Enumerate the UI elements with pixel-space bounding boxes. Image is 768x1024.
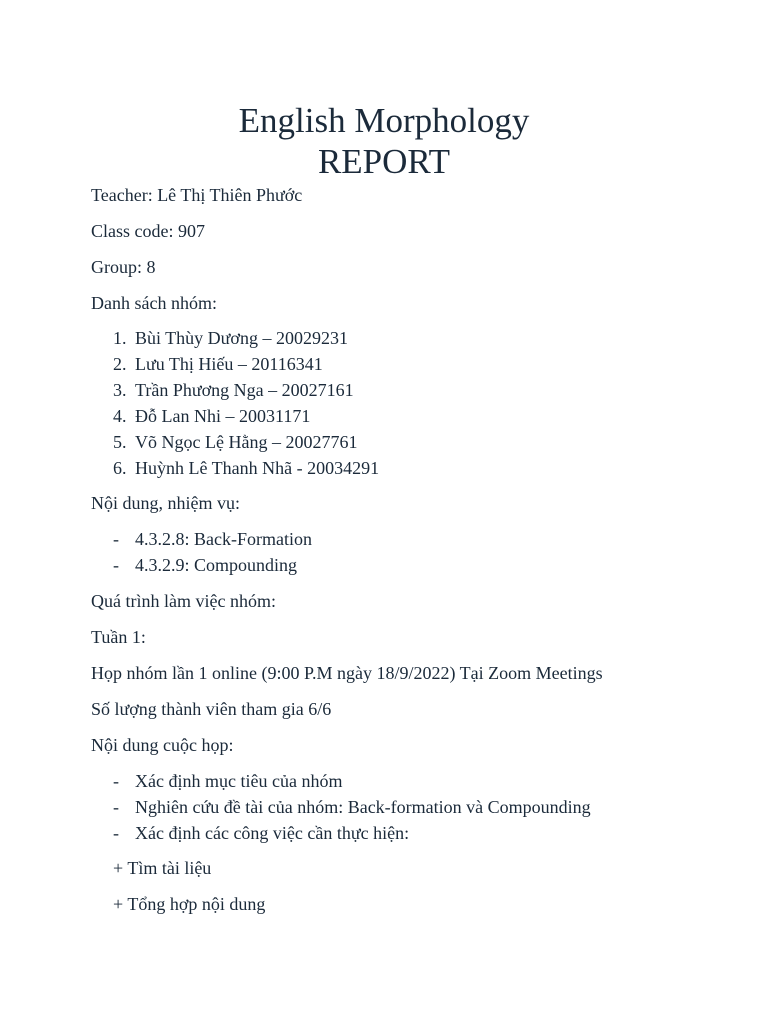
member-name: Bùi Thùy Dương – 20029231 bbox=[135, 328, 348, 348]
member-list-heading: Danh sách nhóm: bbox=[91, 293, 217, 313]
list-number: 2. bbox=[113, 354, 127, 374]
class-code-line: Class code: 907 bbox=[91, 221, 205, 241]
sub-item-compile-content: + Tổng hợp nội dung bbox=[113, 894, 266, 914]
bullet-dash: - bbox=[113, 823, 119, 843]
tasks-heading: Nội dung, nhiệm vụ: bbox=[91, 493, 240, 513]
teacher-line: Teacher: Lê Thị Thiên Phước bbox=[91, 185, 303, 205]
content-item: Nghiên cứu đề tài của nhóm: Back-formation và Compounding bbox=[135, 797, 591, 817]
list-number: 5. bbox=[113, 432, 127, 452]
list-number: 6. bbox=[113, 458, 127, 478]
bullet-dash: - bbox=[113, 771, 119, 791]
attendance-line: Số lượng thành viên tham gia 6/6 bbox=[91, 699, 332, 719]
bullet-dash: - bbox=[113, 529, 119, 549]
group-line: Group: 8 bbox=[91, 257, 156, 277]
member-name: Lưu Thị Hiếu – 20116341 bbox=[135, 354, 323, 374]
sub-item-find-materials: + Tìm tài liệu bbox=[113, 858, 212, 878]
meeting-line: Họp nhóm lần 1 online (9:00 P.M ngày 18/9/2022) Tại Zoom Meetings bbox=[91, 663, 603, 683]
list-number: 4. bbox=[113, 406, 127, 426]
member-name: Trần Phương Nga – 20027161 bbox=[135, 380, 354, 400]
document-subtitle: REPORT bbox=[317, 142, 451, 181]
member-name: Võ Ngọc Lệ Hằng – 20027761 bbox=[135, 432, 358, 452]
bullet-dash: - bbox=[113, 555, 119, 575]
week-heading: Tuần 1: bbox=[91, 627, 146, 647]
content-item: Xác định các công việc cần thực hiện: bbox=[135, 823, 410, 843]
meeting-content-heading: Nội dung cuộc họp: bbox=[91, 735, 234, 755]
member-name: Huỳnh Lê Thanh Nhã - 20034291 bbox=[135, 458, 380, 478]
content-item: Xác định mục tiêu của nhóm bbox=[135, 771, 343, 791]
process-heading: Quá trình làm việc nhóm: bbox=[91, 591, 276, 611]
list-number: 1. bbox=[113, 328, 127, 348]
bullet-dash: - bbox=[113, 797, 119, 817]
task-item: 4.3.2.9: Compounding bbox=[135, 555, 298, 575]
member-name: Đỗ Lan Nhi – 20031171 bbox=[135, 406, 311, 426]
document-title: English Morphology bbox=[238, 101, 530, 140]
task-item: 4.3.2.8: Back-Formation bbox=[135, 529, 312, 549]
list-number: 3. bbox=[113, 380, 127, 400]
